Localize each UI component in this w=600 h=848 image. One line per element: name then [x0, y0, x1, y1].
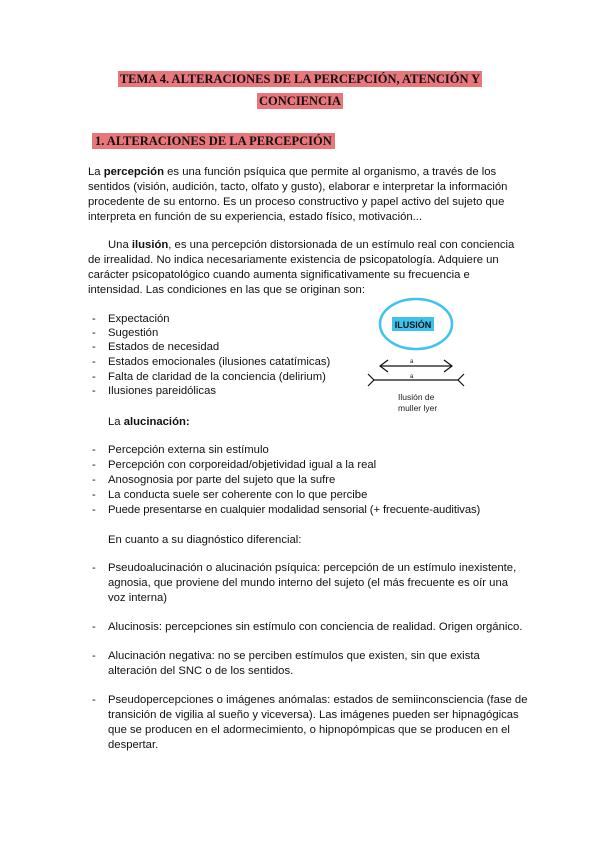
alucinacion-heading: [108, 415, 190, 430]
arrow-label-a: a: [410, 359, 414, 365]
list-item: - La conducta suele ser coherente con lo que percibe: [92, 489, 368, 501]
list-item: - Percepción con corporeidad/objetividad igual a la real: [92, 459, 377, 471]
illusion-figure: [364, 292, 474, 417]
list-item: - Estados de necesidad: [92, 341, 220, 353]
list-item: - Falta de claridad de la conciencia (delirium): [92, 371, 326, 383]
p2-rest: , es una percepción distorsionada de un estímulo real con conciencia de irrealidad. No indica necesariamente existencia de psicopatología. Adquiere un carácter psicopatológico cuando aumenta significativamente su frecuencia e intensidad. Las condiciones en las que se originan son:: [88, 239, 515, 296]
list-item: - Estados emocionales (ilusiones catatímicas): [92, 356, 331, 368]
bubble-label: ILUSIÓN: [394, 320, 432, 330]
p1-lead: La: [88, 166, 104, 178]
section-heading-text: 1. ALTERACIONES DE LA PERCEPCIÓN: [92, 133, 335, 149]
fin-left-bottom: [368, 374, 374, 386]
list-item: - Sugestión: [92, 327, 159, 339]
title-text-2: CONCIENCIA: [259, 94, 341, 108]
list-item: - Puede presentarse en cualquier modalidad sensorial (+ frecuente-auditivas): [92, 504, 481, 516]
p1-bold: percepción: [103, 166, 164, 178]
p2-bold: ilusión: [131, 239, 169, 251]
muller-lyer-svg: [364, 292, 474, 417]
alucinacion-bold: alucinación:: [123, 416, 190, 428]
list-item: - Pseudoalucinación o alucinación psíquica: percepción de un estímulo inexistente, agnosia, que proviene del mundo interno del sujeto (el más frecuente es oír una voz interna): [92, 562, 517, 604]
list-item: - Expectación: [92, 313, 170, 325]
list-item: - Alucinosis: percepciones sin estímulo con conciencia de realidad. Origen orgánico.: [92, 621, 523, 633]
list-item: - Pseudopercepciones o imágenes anómalas: estados de semiinconsciencia (fase de transición de vigilia al sueño y viceversa). Las imágenes pueden ser hipnagógicas que se producen en el adormecimiento, o hipnopómpicas que se producen en el despertar.: [92, 694, 528, 751]
list-item: - Ilusiones pareidólicas: [92, 385, 217, 397]
figure-caption-2: muller lyer: [398, 403, 438, 413]
page-title-line1: [0, 72, 600, 87]
p2-lead: Una: [108, 239, 132, 251]
figure-caption-1: Ilusión de: [398, 392, 435, 402]
title-text-1: TEMA 4. ALTERACIONES DE LA PERCEPCIÓN, ATENCIÓN Y: [119, 72, 481, 86]
diagnostico-intro: En cuanto a su diagnóstico diferencial:: [108, 534, 302, 546]
paragraph-ilusion: [88, 238, 524, 298]
fin-right-bottom: [458, 374, 464, 386]
p1-rest: es una función psíquica que permite al organismo, a través de los sentidos (visión, audición, tacto, olfato y gusto), elaborar e interpretar la información procedente de su entorno. Es un proceso constructivo y papel activo del sujeto que interpreta en función de su experiencia, estado físico, motivación...: [88, 166, 508, 223]
alucinacion-lead: La: [108, 416, 124, 428]
list-item: - Alucinación negativa: no se perciben estímulos que existen, sin que exista alteración del SNC o de los sentidos.: [92, 650, 480, 677]
section-heading: [92, 134, 335, 149]
page-title-line2: [0, 94, 600, 109]
arrow-label-b: a: [410, 374, 414, 380]
list-item: - Anosognosia por parte del sujeto que la sufre: [92, 474, 336, 486]
list-item: - Percepción externa sin estímulo: [92, 444, 269, 456]
paragraph-percepcion: [88, 165, 524, 225]
